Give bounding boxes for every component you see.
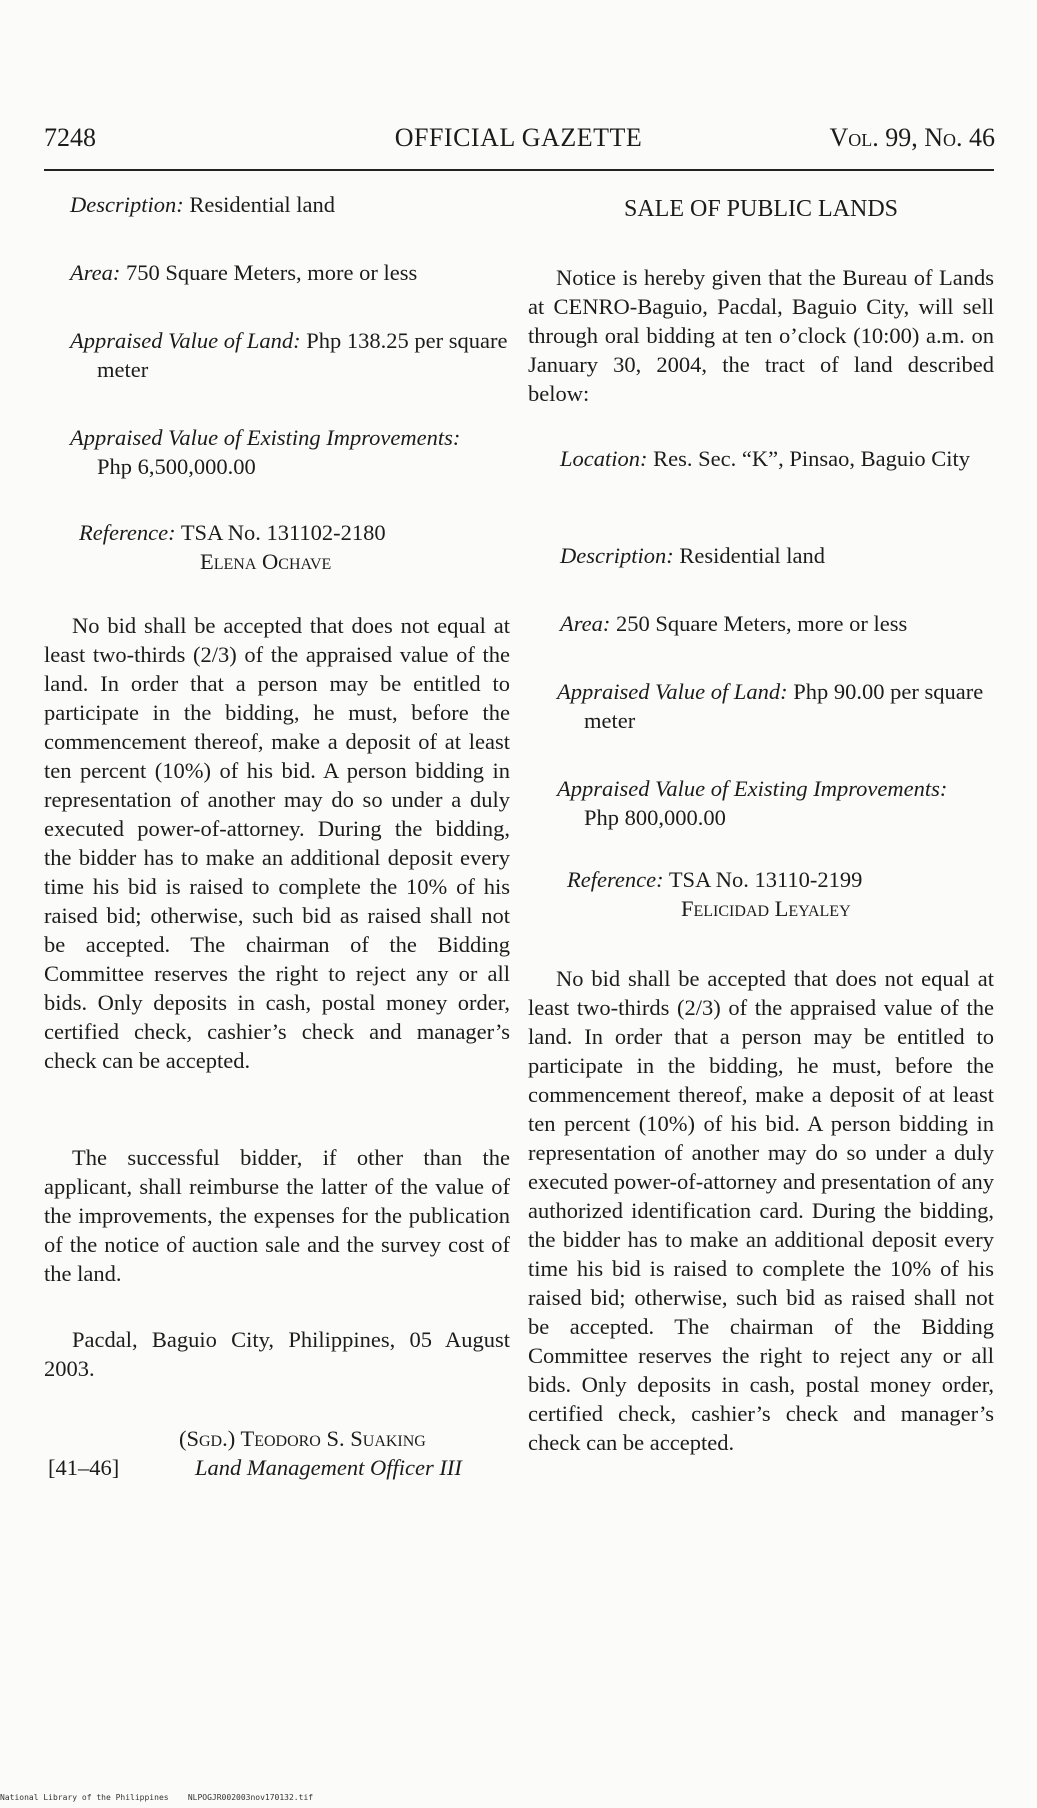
left-improvements [70, 423, 510, 481]
reference-name-right: Felicidad Leyaley [681, 896, 851, 921]
area-value: 750 Square Meters, more or less [126, 260, 418, 285]
land-value-label-right: Appraised Value of Land: [557, 679, 788, 704]
left-bid-rules [44, 611, 510, 1075]
right-bid-rules [528, 964, 994, 1457]
right-area [560, 609, 994, 638]
reference-value: TSA No. 131102-2180 [180, 520, 386, 545]
right-reference [567, 865, 987, 923]
page-number: 7248 [44, 123, 96, 152]
right-description [560, 541, 994, 570]
place-date: Pacdal, Baguio City, Philippines, 05 August 2003. [44, 1327, 510, 1381]
bid-rules-paragraph-right: No bid shall be accepted that does not equal at least two-thirds (2/3) of the appraised value of the land. In order that a person may be entitled to participate in the bidding, he must, before the commencement thereof, make a deposit of at least ten percent (10%) of his bid. A person bidding in representation of another may do so under a duly executed power-of-attorney and presentation of any authorized identification card. During the bidding, the bidder has to make an additional deposit every time his bid is raised to complete the 10% of his raised bid; otherwise, such bid as raised shall not be accepted. The chairman of the Bidding Committee reserves the right to reject any or all bids. Only deposits in cash, postal money order, certified check, cashier’s check and manager’s check can be accepted. [528, 966, 994, 1455]
reference-value-right: TSA No. 13110-2199 [668, 867, 863, 892]
notice-paragraph: Notice is hereby given that the Bureau of Lands at CENRO-Baguio, Pacdal, Baguio City, will sell through oral bidding at ten o’clock (10:00) a.m. on January 30, 2004, the tract of land described below: [528, 265, 994, 406]
volume-number: Vol. 99, No. 46 [829, 123, 995, 152]
area-label: Area: [70, 260, 121, 285]
scan-footer [0, 1793, 313, 1802]
description-label: Description: [70, 192, 184, 217]
left-description [44, 190, 510, 219]
right-improvements [557, 774, 994, 832]
left-reference [79, 518, 479, 576]
land-value: Php 138.25 per square meter [97, 328, 508, 382]
bid-rules-paragraph: No bid shall be accepted that does not equal at least two-thirds (2/3) of the appraised value of the land. In order that a person may be entitled to participate in the bidding, he must, before the commencement thereof, make a deposit of at least ten percent (10%) of his bid. A person bidding in representation of another may do so under a duly executed power-of-attorney. During the bidding, the bidder has to make an additional deposit every time his bid is raised to complete the 10% of his raised bid; otherwise, such bid as raised shall not be accepted. The chairman of the Bidding Committee reserves the right to reject any or all bids. Only deposits in cash, postal money order, certified check, cashier’s check and manager’s check can be accepted. [44, 613, 510, 1073]
description-value: Residential land [189, 192, 335, 217]
footer-library: National Library of the Philippines [0, 1793, 169, 1802]
right-land-value [557, 677, 994, 735]
section-heading: SALE OF PUBLIC LANDS [623, 196, 899, 222]
area-value-right: 250 Square Meters, more or less [616, 611, 908, 636]
improvements-value-right: Php 800,000.00 [584, 805, 726, 830]
left-area [44, 258, 510, 287]
reimburse-paragraph: The successful bidder, if other than the applicant, shall reimburse the latter of the value of the improvements, the expenses for the publication of the notice of auction sale and the survey cost of the land. [44, 1145, 510, 1286]
footer-file: NLPOGJR002003nov170132.tif [187, 1793, 314, 1802]
left-reimburse [44, 1143, 510, 1288]
signatory-name: (Sgd.) Teodoro S. Suaking [179, 1426, 426, 1451]
improvements-value: Php 6,500,000.00 [97, 454, 256, 479]
land-value-label: Appraised Value of Land: [70, 328, 301, 353]
issue-reference: [41–46] [48, 1455, 120, 1480]
description-value-right: Residential land [679, 543, 825, 568]
right-notice [528, 263, 994, 408]
left-place-date [44, 1325, 510, 1383]
improvements-label: Appraised Value of Existing Improvements: [70, 425, 461, 450]
area-label-right: Area: [560, 611, 611, 636]
reference-label: Reference: [79, 520, 176, 545]
right-location [560, 444, 994, 473]
location-label: Location: [560, 446, 648, 471]
improvements-label-right: Appraised Value of Existing Improvements: [557, 776, 948, 801]
header-rule [44, 169, 994, 171]
location-value: Res. Sec. “K”, Pinsao, Baguio City [653, 446, 970, 471]
left-land-value [70, 326, 510, 384]
reference-name: Elena Ochave [200, 549, 332, 574]
publication-title: OFFICIAL GAZETTE [394, 123, 643, 152]
land-value-right: Php 90.00 per square meter [584, 679, 984, 733]
reference-label-right: Reference: [567, 867, 664, 892]
description-label-right: Description: [560, 543, 674, 568]
signatory-title: Land Management Officer III [195, 1455, 462, 1480]
